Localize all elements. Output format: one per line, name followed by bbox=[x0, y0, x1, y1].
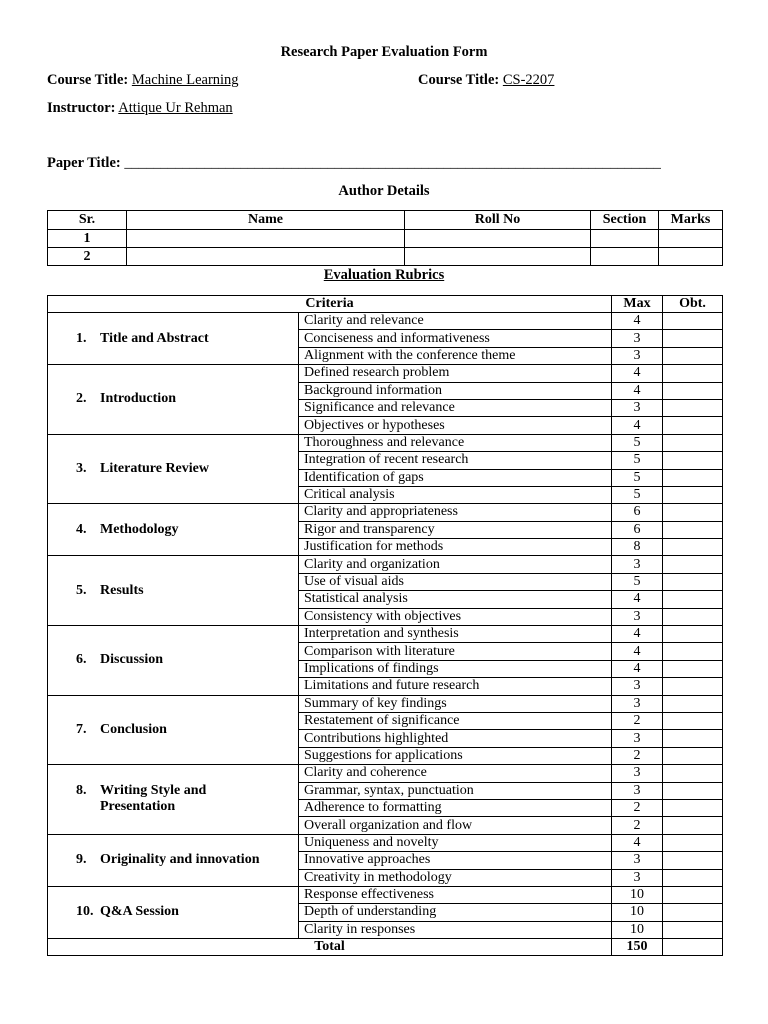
rubric-criterion: Depth of understanding bbox=[299, 904, 612, 921]
rubric-max-score: 4 bbox=[612, 643, 663, 660]
rubric-section-number: 4. bbox=[76, 521, 87, 537]
rubric-criterion: Objectives or hypotheses bbox=[299, 417, 612, 434]
rubric-criterion: Rigor and transparency bbox=[299, 521, 612, 538]
author-section-cell[interactable] bbox=[591, 230, 659, 248]
author-table-header bbox=[48, 211, 723, 230]
rubric-obtained-cell[interactable] bbox=[663, 765, 723, 782]
rubric-max-score: 4 bbox=[612, 626, 663, 643]
course-title-label: Course Title: bbox=[47, 72, 129, 88]
rubric-max-score: 3 bbox=[612, 347, 663, 364]
rubric-obtained-cell[interactable] bbox=[663, 921, 723, 938]
rubric-obtained-cell[interactable] bbox=[663, 521, 723, 538]
rubric-criterion: Comparison with literature bbox=[299, 643, 612, 660]
rubric-section-cell bbox=[48, 765, 299, 835]
rubric-criterion: Clarity and organization bbox=[299, 556, 612, 573]
rubric-max-score: 5 bbox=[612, 486, 663, 503]
rubric-obtained-cell[interactable] bbox=[663, 852, 723, 869]
rubric-obtained-cell[interactable] bbox=[663, 434, 723, 451]
rubric-max-score: 5 bbox=[612, 469, 663, 486]
rubric-section-number: 3. bbox=[76, 461, 87, 477]
rubric-criterion: Defined research problem bbox=[299, 365, 612, 382]
rubric-section-number: 6. bbox=[76, 652, 87, 668]
rubric-max-score: 10 bbox=[612, 921, 663, 938]
rubric-obtained-cell[interactable] bbox=[663, 695, 723, 712]
rubric-section-cell bbox=[48, 504, 299, 556]
rubric-table-header bbox=[48, 296, 723, 313]
author-marks-cell[interactable] bbox=[659, 230, 723, 248]
rubric-max-score: 8 bbox=[612, 539, 663, 556]
rubric-max-score: 5 bbox=[612, 573, 663, 590]
course-title-line bbox=[47, 72, 239, 89]
rubric-criterion: Clarity and coherence bbox=[299, 765, 612, 782]
author-section-cell[interactable] bbox=[591, 248, 659, 266]
rubric-criterion: Significance and relevance bbox=[299, 399, 612, 416]
rubric-criterion: Contributions highlighted bbox=[299, 730, 612, 747]
rubric-obtained-cell[interactable] bbox=[663, 817, 723, 834]
author-name-cell[interactable] bbox=[127, 248, 405, 266]
rubric-criterion: Grammar, syntax, punctuation bbox=[299, 782, 612, 799]
rubric-max-score: 4 bbox=[612, 660, 663, 677]
rubric-obtained-cell[interactable] bbox=[663, 904, 723, 921]
table-row bbox=[48, 504, 723, 521]
rubric-max-score: 6 bbox=[612, 521, 663, 538]
author-marks-cell[interactable] bbox=[659, 248, 723, 266]
rubric-criterion: Creativity in methodology bbox=[299, 869, 612, 886]
rubric-section-label: Conclusion bbox=[100, 721, 167, 737]
rubric-section-label: Discussion bbox=[100, 652, 164, 668]
rubric-criterion: Justification for methods bbox=[299, 539, 612, 556]
table-row bbox=[48, 626, 723, 643]
rubric-section-cell bbox=[48, 626, 299, 696]
author-roll-no-cell[interactable] bbox=[405, 230, 591, 248]
rubric-section-number: 9. bbox=[76, 852, 87, 868]
rubric-max-score: 2 bbox=[612, 747, 663, 764]
paper-title-blank[interactable]: __________________________________________________________________________ bbox=[124, 155, 661, 171]
rubric-section-number: 2. bbox=[76, 391, 87, 407]
rubric-criterion: Response effectiveness bbox=[299, 886, 612, 903]
rubric-section-number: 8. bbox=[76, 783, 87, 799]
rubric-section-label: Originality and innovation bbox=[100, 852, 260, 868]
instructor-label: Instructor: bbox=[47, 100, 116, 116]
rubric-obtained-cell[interactable] bbox=[663, 643, 723, 660]
rubric-obtained-cell[interactable] bbox=[663, 365, 723, 382]
rubric-section-number: 10. bbox=[76, 904, 94, 920]
rubric-max-score: 3 bbox=[612, 330, 663, 347]
table-row bbox=[48, 695, 723, 712]
rubric-obtained-cell[interactable] bbox=[663, 382, 723, 399]
rubric-obtained-cell[interactable] bbox=[663, 782, 723, 799]
author-sr: 2 bbox=[48, 248, 127, 266]
header-criteria: Criteria bbox=[48, 296, 612, 313]
rubric-max-score: 3 bbox=[612, 556, 663, 573]
rubric-max-score: 3 bbox=[612, 782, 663, 799]
header-marks: Marks bbox=[659, 211, 723, 230]
evaluation-rubrics-table bbox=[47, 295, 723, 956]
rubric-criterion: Thoroughness and relevance bbox=[299, 434, 612, 451]
rubric-max-score: 3 bbox=[612, 678, 663, 695]
rubric-obtained-cell[interactable] bbox=[663, 660, 723, 677]
rubric-max-score: 4 bbox=[612, 313, 663, 330]
rubric-obtained-cell[interactable] bbox=[663, 678, 723, 695]
rubric-obtained-cell[interactable] bbox=[663, 730, 723, 747]
rubric-max-score: 3 bbox=[612, 730, 663, 747]
paper-title-line bbox=[47, 155, 661, 172]
rubric-criterion: Restatement of significance bbox=[299, 712, 612, 729]
course-code-line bbox=[418, 72, 554, 89]
rubric-max-score: 2 bbox=[612, 712, 663, 729]
rubric-obtained-cell[interactable] bbox=[663, 469, 723, 486]
rubric-max-score: 3 bbox=[612, 869, 663, 886]
rubric-obtained-cell[interactable] bbox=[663, 399, 723, 416]
rubric-criterion: Identification of gaps bbox=[299, 469, 612, 486]
rubric-obtained-cell[interactable] bbox=[663, 573, 723, 590]
rubric-section-label: Title and Abstract bbox=[100, 330, 209, 346]
rubric-max-score: 4 bbox=[612, 417, 663, 434]
rubric-obtained-cell[interactable] bbox=[663, 591, 723, 608]
rubric-obtained-cell[interactable] bbox=[663, 799, 723, 816]
rubric-obtained-cell[interactable] bbox=[663, 608, 723, 625]
rubric-section-cell bbox=[48, 886, 299, 938]
total-max-score: 150 bbox=[612, 939, 663, 956]
course-title-value: Machine Learning bbox=[131, 72, 239, 88]
table-row bbox=[48, 365, 723, 382]
rubric-max-score: 4 bbox=[612, 834, 663, 851]
rubric-obtained-cell[interactable] bbox=[663, 504, 723, 521]
rubric-criterion: Clarity and relevance bbox=[299, 313, 612, 330]
rubric-section-label: Writing Style and Presentation bbox=[100, 783, 207, 815]
rubric-section-cell bbox=[48, 434, 299, 504]
rubric-obtained-cell[interactable] bbox=[663, 712, 723, 729]
rubric-criterion: Clarity in responses bbox=[299, 921, 612, 938]
rubric-section-cell bbox=[48, 313, 299, 365]
author-name-cell[interactable] bbox=[127, 230, 405, 248]
rubric-criterion: Summary of key findings bbox=[299, 695, 612, 712]
rubric-obtained-cell[interactable] bbox=[663, 486, 723, 503]
rubric-obtained-cell[interactable] bbox=[663, 417, 723, 434]
rubric-max-score: 4 bbox=[612, 365, 663, 382]
rubric-criterion: Interpretation and synthesis bbox=[299, 626, 612, 643]
table-row bbox=[48, 313, 723, 330]
rubric-criterion: Implications of findings bbox=[299, 660, 612, 677]
rubric-obtained-cell[interactable] bbox=[663, 313, 723, 330]
paper-title-label: Paper Title: bbox=[47, 155, 121, 171]
rubric-obtained-cell[interactable] bbox=[663, 347, 723, 364]
rubric-max-score: 10 bbox=[612, 904, 663, 921]
evaluation-rubrics-heading: Evaluation Rubrics bbox=[323, 267, 445, 283]
rubric-max-score: 5 bbox=[612, 452, 663, 469]
rubric-max-score: 3 bbox=[612, 765, 663, 782]
course-code-label: Course Title: bbox=[418, 72, 500, 88]
author-details-table bbox=[47, 210, 723, 266]
header-roll-no: Roll No bbox=[405, 211, 591, 230]
rubric-criterion: Suggestions for applications bbox=[299, 747, 612, 764]
rubric-obtained-cell[interactable] bbox=[663, 626, 723, 643]
rubric-section-label: Introduction bbox=[100, 391, 176, 407]
rubric-max-score: 3 bbox=[612, 695, 663, 712]
rubric-max-score: 4 bbox=[612, 382, 663, 399]
header-sr: Sr. bbox=[48, 211, 127, 230]
header-max: Max bbox=[612, 296, 663, 313]
rubric-obtained-cell[interactable] bbox=[663, 452, 723, 469]
rubric-criterion: Innovative approaches bbox=[299, 852, 612, 869]
rubric-criterion: Critical analysis bbox=[299, 486, 612, 503]
rubric-obtained-cell[interactable] bbox=[663, 869, 723, 886]
rubric-criterion: Adherence to formatting bbox=[299, 799, 612, 816]
rubric-section-label: Q&A Session bbox=[100, 904, 179, 920]
rubric-section-number: 1. bbox=[76, 330, 87, 346]
rubric-criterion: Consistency with objectives bbox=[299, 608, 612, 625]
rubric-section-label: Literature Review bbox=[100, 461, 209, 477]
instructor-line bbox=[47, 100, 233, 117]
rubric-criterion: Uniqueness and novelty bbox=[299, 834, 612, 851]
header-name: Name bbox=[127, 211, 405, 230]
rubric-section-label: Methodology bbox=[100, 521, 179, 537]
rubric-obtained-cell[interactable] bbox=[663, 556, 723, 573]
total-obtained-cell[interactable] bbox=[663, 939, 723, 956]
rubric-section-label: Results bbox=[100, 582, 144, 598]
table-row bbox=[48, 434, 723, 451]
rubric-section-cell bbox=[48, 834, 299, 886]
rubric-max-score: 3 bbox=[612, 852, 663, 869]
author-sr: 1 bbox=[48, 230, 127, 248]
rubric-criterion: Alignment with the conference theme bbox=[299, 347, 612, 364]
rubric-obtained-cell[interactable] bbox=[663, 886, 723, 903]
header-obt: Obt. bbox=[663, 296, 723, 313]
total-label: Total bbox=[48, 939, 612, 956]
rubric-section-cell bbox=[48, 556, 299, 626]
course-code-value: CS-2207 bbox=[502, 72, 555, 88]
rubric-max-score: 3 bbox=[612, 608, 663, 625]
rubric-criterion: Limitations and future research bbox=[299, 678, 612, 695]
rubric-section-cell bbox=[48, 365, 299, 435]
author-details-heading: Author Details bbox=[338, 183, 430, 199]
rubric-max-score: 5 bbox=[612, 434, 663, 451]
rubric-criterion: Use of visual aids bbox=[299, 573, 612, 590]
rubric-section-cell bbox=[48, 695, 299, 765]
author-roll-no-cell[interactable] bbox=[405, 248, 591, 266]
rubric-criterion: Conciseness and informativeness bbox=[299, 330, 612, 347]
rubric-max-score: 2 bbox=[612, 817, 663, 834]
rubric-criterion: Background information bbox=[299, 382, 612, 399]
rubric-max-score: 2 bbox=[612, 799, 663, 816]
form-title: Research Paper Evaluation Form bbox=[280, 44, 488, 60]
table-row bbox=[48, 834, 723, 851]
rubric-criterion: Integration of recent research bbox=[299, 452, 612, 469]
rubric-section-number: 7. bbox=[76, 721, 87, 737]
rubric-max-score: 4 bbox=[612, 591, 663, 608]
table-row bbox=[48, 248, 723, 266]
rubric-criterion: Overall organization and flow bbox=[299, 817, 612, 834]
header-section: Section bbox=[591, 211, 659, 230]
total-row bbox=[48, 939, 723, 956]
rubric-criterion: Clarity and appropriateness bbox=[299, 504, 612, 521]
rubric-obtained-cell[interactable] bbox=[663, 747, 723, 764]
rubric-obtained-cell[interactable] bbox=[663, 330, 723, 347]
instructor-value: Attique Ur Rehman bbox=[118, 100, 233, 116]
rubric-max-score: 6 bbox=[612, 504, 663, 521]
rubric-obtained-cell[interactable] bbox=[663, 539, 723, 556]
table-row bbox=[48, 886, 723, 903]
rubric-max-score: 3 bbox=[612, 399, 663, 416]
rubric-section-number: 5. bbox=[76, 582, 87, 598]
rubric-max-score: 10 bbox=[612, 886, 663, 903]
rubric-criterion: Statistical analysis bbox=[299, 591, 612, 608]
table-row bbox=[48, 230, 723, 248]
table-row bbox=[48, 556, 723, 573]
table-row bbox=[48, 765, 723, 782]
rubric-obtained-cell[interactable] bbox=[663, 834, 723, 851]
